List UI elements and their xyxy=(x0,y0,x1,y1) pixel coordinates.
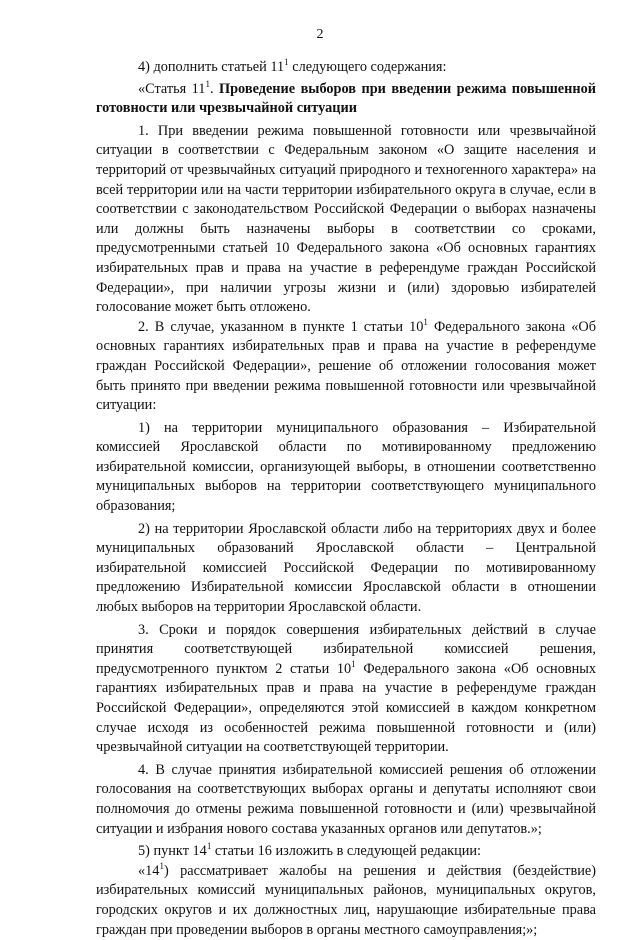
item5-text: «$14^1$) рассматривает жалобы на решения и действия (бездействие) избирательных комиссий муниципальных районов, муниципальных округов, городских округов и их должностных лиц, нарушающие избирательные права граждан при проведении выборов в органы местного самоуправления;»; xyxy=(96,860,596,938)
article-title: Проведение выборов при введении режима повышенной готовности или чрезвычайной ситуации xyxy=(96,80,596,117)
item4-intro: 4) дополнить статьей $11^1$ следующего содержания: xyxy=(138,57,447,75)
paragraph-2: 2. В случае, указанном в пункте 1 статьи $10^1$ Федерального закона «Об основных гарантиях избирательных прав и права на участие в референдуме граждан Российской Федерации», решение об отложении голосования может быть принято при введении режима повышенной готовности или чрезвычайной ситуации: xyxy=(96,316,596,414)
subitem-1: 1) на территории муниципального образования – Избирательной комиссией Ярославской области по мотивированному предложению избирательной комиссии, организующей выборы, в отношении соответственно муниципальных выборов на территории соответствующего муниципального образования; xyxy=(96,419,596,515)
item5-intro: 5) пункт $14^1$ статьи 16 изложить в следующей редакции: xyxy=(138,841,482,860)
paragraph-4: 4. В случае принятия избирательной комиссией решения об отложении голосования на соответствующих выборах органы и депутаты исполняют свои полномочия до отмены режима повышенной готовности и (или) чрезвычайной ситуации и избрания нового состава указанных органов или депутатов.»; xyxy=(96,761,596,837)
paragraph-3: 3. Сроки и порядок совершения избирательных действий в случае принятия соответствующей избирательной комиссией решения, предусмотренного пунктом 2 статьи $10^1$ Федерального закона «Об основных гарантиях избирательных прав и права на участие в референдуме граждан Российской Федерации», определяются этой комиссией в каждом конкретном случае исходя из особенностей режима повышенной готовности и (или) чрезвычайной ситуации на соответствующей территории. xyxy=(96,621,596,756)
article-heading: «Статья $11^1$. Проведение выборов при введении режима повышенной готовности или чрезвычайной ситуации xyxy=(96,78,596,117)
subitem-2: 2) на территории Ярославской области либо на территориях двух и более муниципальных образований Ярославской области – Центральной избирательной комиссией Российской Федерации по мотивированному предложению Избирательной комиссии Ярославской области в отношении любых выборов на территории Ярославской области. xyxy=(96,520,596,616)
paragraph-1: 1. При введении режима повышенной готовности или чрезвычайной ситуации в соответствии с Федеральным законом «О защите населения и территорий от чрезвычайных ситуаций природного и техногенного характера» на всей территории или на части территории избирательного округа в случае, если в соответствии с законодательством Российской Федерации о выборах назначены или должны быть назначены выборы в соответствии со сроками, предусмотренными статьей 10 Федерального закона «Об основных гарантиях избирательных прав и права на участие в референдуме граждан Российской Федерации», при наличии угрозы жизни и (или) здоровью избирателей голосование может быть отложено. xyxy=(96,122,596,316)
page-number: 2 xyxy=(316,27,324,42)
document-body xyxy=(96,58,596,940)
